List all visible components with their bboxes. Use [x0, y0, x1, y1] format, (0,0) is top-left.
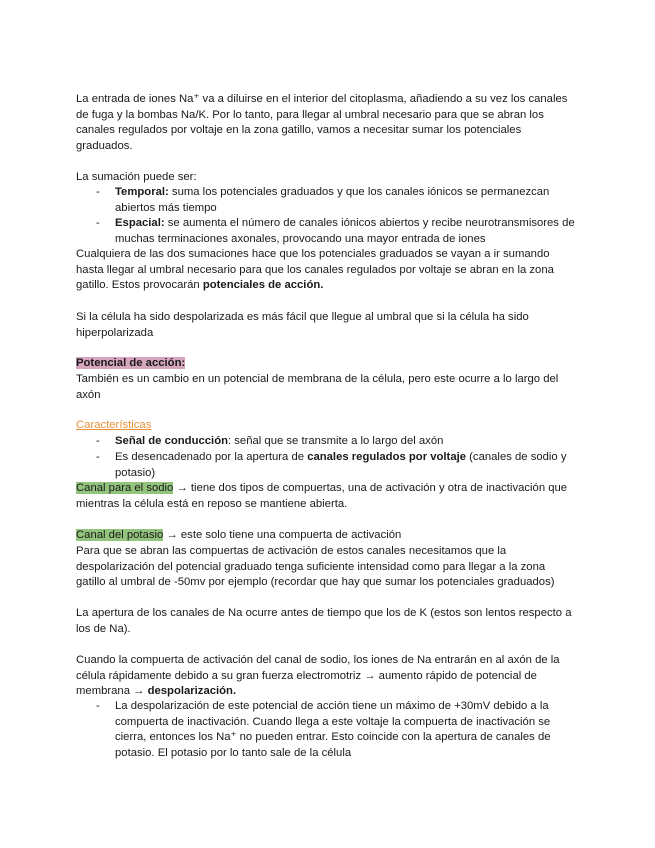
list-item-espacial: [96, 216, 576, 247]
despolarizacion-bold: despolarización.: [147, 685, 237, 697]
paragraph-entrada-iones: La entrada de iones Na⁺ va a diluirse en el interior del citoplasma, añadiendo a su vez los canales de fuga y la bombas Na/K. Por lo tanto, para llegar al umbral necesario para que se abran los canales regulados por voltaje en la zona gatillo, vamos a necesitar sumar los potenciales graduados.: [76, 93, 568, 152]
list-dash: -: [96, 186, 100, 198]
canal-potasio-text: → este solo tiene una compuerta de activación: [163, 529, 402, 541]
paragraph-apertura-na-k: La apertura de los canales de Na ocurre antes de tiempo que los de K (estos son lentos respecto a los de Na).: [76, 607, 572, 635]
despolarizacion-max-text: La despolarización de este potencial de acción tiene un máximo de +30mV debido a la compuerta de inactivación. Cuando llega a este voltaje la compuerta de inactivación se cierra, entonces los Na⁺ no pueden entrar. Esto coincide con la apertura de canales de potasio. El potasio por lo tanto sale de la célula: [115, 700, 551, 759]
paragraph-compuertas-activacion: Para que se abran las compuertas de activación de estos canales necesitamos que la despolarización del potencial graduado tenga suficiente intensidad como para llegar a la zona gatillo al umbral de -50mv por ejemplo (recordar que hay que sumar los potenciales graduados): [76, 545, 555, 588]
section-heading-potencial: [76, 356, 576, 372]
paragraph-compuerta-sodio: [76, 653, 576, 700]
desencadenado-rest: (canales de sodio y potasio): [115, 451, 567, 479]
temporal-description: suma los potenciales graduados y que los canales iónicos se permanezcan abiertos más tiempo: [115, 186, 550, 214]
paragraph-canal-sodio: [76, 481, 576, 512]
potencial-accion-heading: Potencial de acción:: [76, 357, 186, 369]
caracteristicas-link[interactable]: Características: [76, 419, 152, 431]
canal-sodio-label: Canal para el sodio: [76, 482, 174, 494]
term-temporal: Temporal:: [115, 186, 169, 198]
espacial-description: se aumenta el número de canales iónicos abiertos y recibe neurotransmisores de muchas terminaciones axonales, provocando una mayor entrada de iones: [115, 217, 575, 245]
list-dash: -: [96, 451, 100, 463]
caracteristicas-heading-row: [76, 418, 576, 434]
canal-potasio-label: Canal del potasio: [76, 529, 164, 541]
desencadenado-text: Es desencadenado por la apertura de: [115, 451, 308, 463]
paragraph-despolarizada: Si la célula ha sido despolarizada es más fácil que llegue al umbral que si la célula ha sido hiperpolarizada: [76, 311, 529, 339]
list-dash: -: [96, 217, 100, 229]
list-item-text: [115, 185, 576, 216]
list-dash: -: [96, 435, 100, 447]
senal-description: : señal que se transmite a lo largo del axón: [228, 435, 444, 447]
list-item-temporal: [96, 185, 576, 216]
sumaciones-text: Cualquiera de las dos sumaciones hace que los potenciales graduados se vayan a ir sumando hasta llegar al umbral necesario para que los canales regulados por voltaje se abran en la zona gatillo. Estos provocarán: [76, 248, 554, 291]
paragraph-cambio-potencial: También es un cambio en un potencial de membrana de la célula, pero este ocurre a lo largo del axón: [76, 373, 559, 401]
compuerta-sodio-text: Cuando la compuerta de activación del canal de sodio, los iones de Na entrarán en al axón de la célula rápidamente debido a su gran fuerza electromotriz → aumento rápido de potencial de membrana →: [76, 654, 560, 697]
list-item-despolarizacion-max: [96, 699, 576, 761]
canal-sodio-text: → tiene dos tipos de compuertas, una de activación y otra de inactivación que mientras la célula está en reposo se mantiene abierta.: [76, 482, 568, 510]
term-espacial: Espacial:: [115, 217, 165, 229]
list-item-text: [115, 434, 576, 450]
potenciales-accion-bold: potenciales de acción.: [202, 279, 324, 291]
list-item-desencadenado: [96, 450, 576, 481]
list-item-text: [115, 450, 576, 481]
senal-conduccion-bold: Señal de conducción: [115, 435, 228, 447]
paragraph-canal-potasio: [76, 528, 576, 544]
paragraph-sumaciones: [76, 247, 576, 294]
canales-voltaje-bold: canales regulados por voltaje: [307, 451, 467, 463]
list-item-text: [115, 216, 576, 247]
list-dash: -: [96, 700, 100, 712]
paragraph-sumacion-intro: La sumación puede ser:: [76, 171, 197, 183]
list-item-senal: [96, 434, 576, 450]
